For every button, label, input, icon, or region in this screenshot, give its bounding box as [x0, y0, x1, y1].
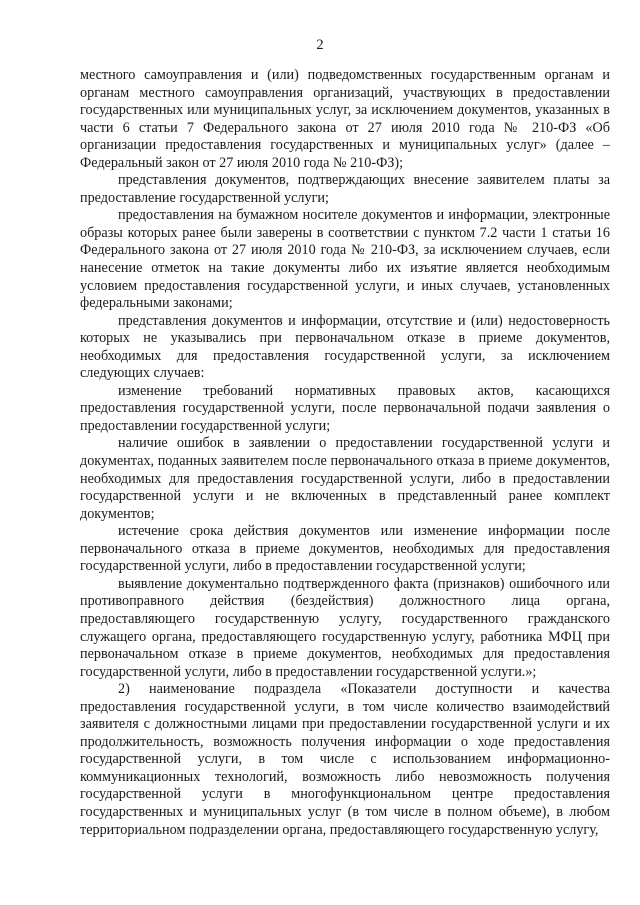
- paragraph-documents-not-indicated: представления документов и информации, отсутствие и (или) недостоверность которых не указывались при первоначальном отказе в приеме документов, необходимых для предоставления государственной услуги, за исключением следующих случаев:: [80, 312, 610, 382]
- paragraph-payment-proof: представления документов, подтверждающих внесение заявителем платы за предоставление государственной услуги;: [80, 172, 610, 206]
- paragraph-paper-documents: предоставления на бумажном носителе документов и информации, электронные образы которых ранее были заверены в соответствии с пунктом 7.2 части 1 статьи 16 Федерального закона от 27 июля 2010 года № 210-ФЗ, за исключением случаев, если нанесение отметок на такие документы либо их изъятие является необходимым условием предоставления государственной услуги, и иных случаев, установленных федеральными законами;: [80, 207, 610, 312]
- paragraph-item-2-subsection-title: 2) наименование подраздела «Показатели доступности и качества предоставления государственной услуги, в том числе количество взаимодействий заявителя с должностными лицами при предоставлении государственной услуги и их продолжительность, возможность получения информации о ходе предоставления государственной услуги, в том числе с использованием информационно-коммуникационных технологий, возможность либо невозможность получения государственной услуги в многофункциональном центре предоставления государственных и муниципальных услуг (в том числе в полном объеме), в любом территориальном подразделении органа, предоставляющего государственную услугу,: [80, 681, 610, 838]
- document-body: [80, 67, 610, 839]
- page-number: 2: [316, 37, 324, 53]
- paragraph-continuation: местного самоуправления и (или) подведомственных государственным органам и органам местного самоуправления организаций, участвующих в предоставлении государственных или муниципальных услуг, за исключением документов, указанных в части 6 статьи 7 Федерального закона от 27 июля 2010 года № 210-ФЗ «Об организации предоставления государственных и муниципальных услуг» (далее – Федеральный закон от 27 июля 2010 года № 210-ФЗ);: [80, 67, 610, 171]
- paragraph-exception-unlawful-action: выявление документально подтвержденного факта (признаков) ошибочного или противоправного действия (бездействия) должностного лица органа, предоставляющего государственную услугу, государственного гражданского служащего органа, предоставляющего государственную услугу, работника МФЦ при первоначальном отказе в приеме документов, необходимых для предоставления государственной услуги, либо в предоставлении государственной услуги.»;: [80, 575, 610, 680]
- paragraph-exception-requirements-change: изменение требований нормативных правовых актов, касающихся предоставления государственной услуги, после первоначальной подачи заявления о предоставлении государственной услуги;: [80, 382, 610, 434]
- paragraph-exception-expiry: истечение срока действия документов или изменение информации после первоначального отказа в приеме документов, необходимых для предоставления государственной услуги, либо в предоставлении государственной услуги;: [80, 523, 610, 575]
- paragraph-exception-errors: наличие ошибок в заявлении о предоставлении государственной услуги и документах, поданных заявителем после первоначального отказа в приеме документов, необходимых для предоставления государственной услуги, либо в предоставлении государственной услуги и не включенных в представленный ранее комплект документов;: [80, 435, 610, 522]
